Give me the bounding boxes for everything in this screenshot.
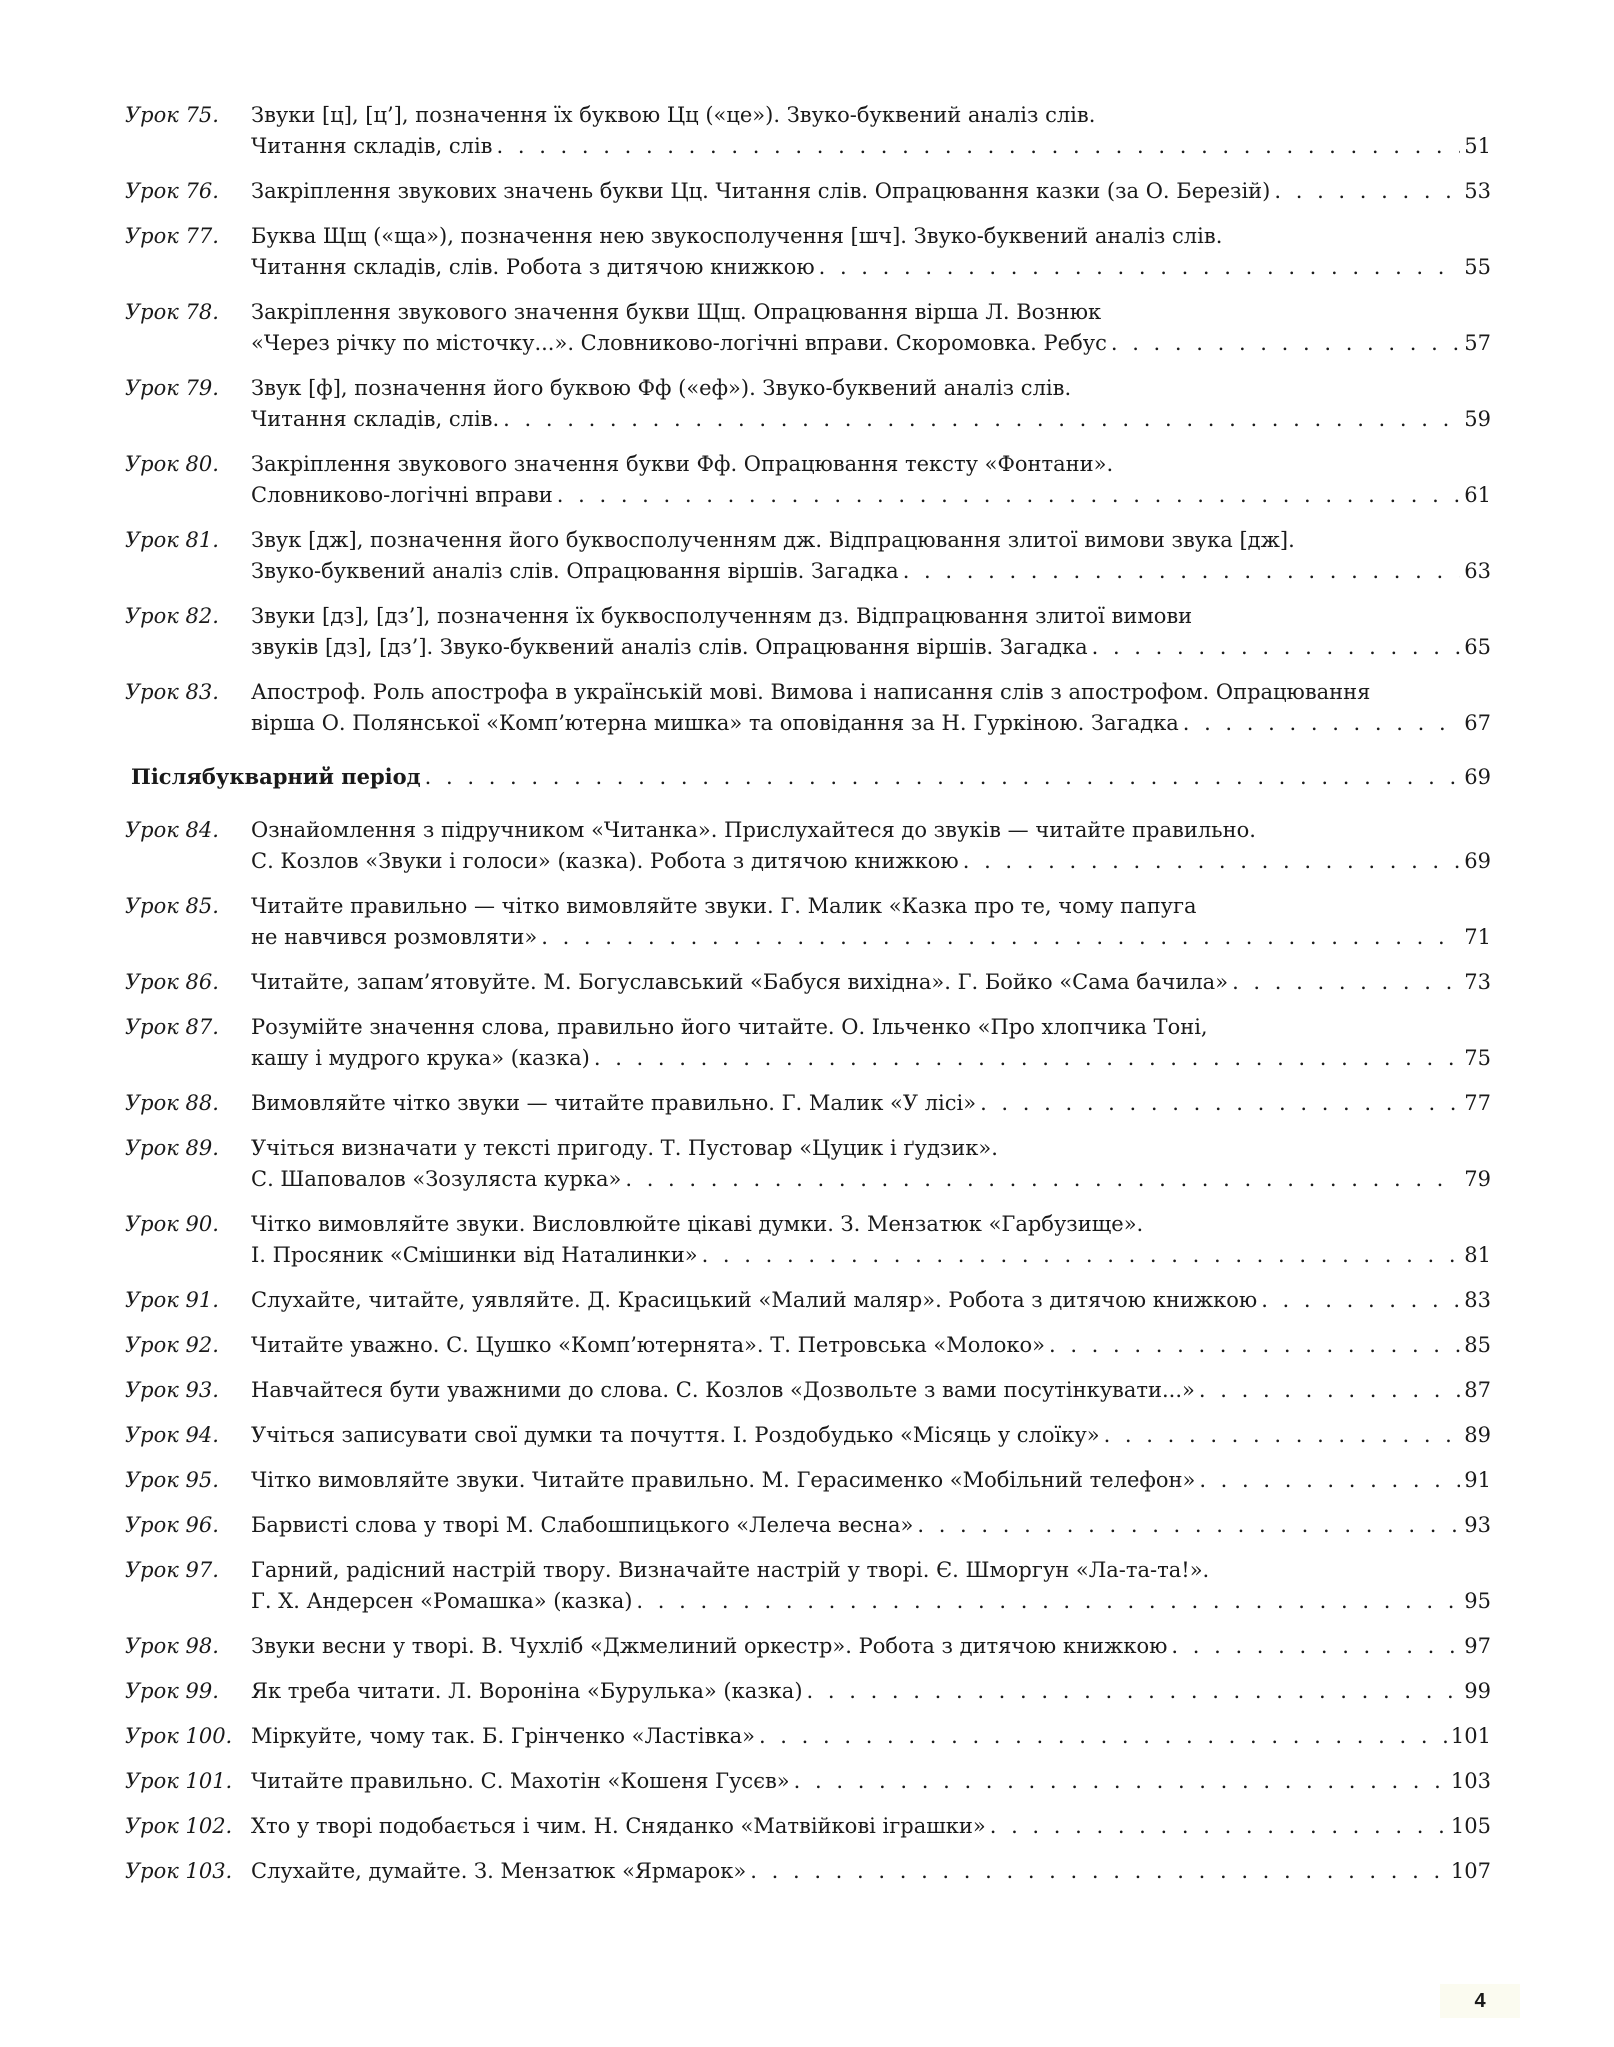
lesson-title-line: Читання складів, слів. Робота з дитячою книжкою (251, 255, 815, 279)
toc-entry[interactable] (125, 1420, 1491, 1451)
toc-entry[interactable] (125, 1555, 1491, 1617)
lesson-page-number: 59 (1464, 407, 1491, 431)
lesson-title-line: Читайте правильно. С. Махотін «Кошеня Гусєв» (251, 1769, 790, 1793)
toc-entry[interactable] (125, 100, 1491, 162)
toc-entry[interactable] (125, 677, 1491, 739)
lesson-title-line: Закріплення звукових значень букви Цц. Читання слів. Опрацювання казки (за О. Березій) (251, 179, 1271, 203)
lesson-page-number: 95 (1464, 1589, 1491, 1613)
lesson-title-line: Звуки весни у творі. В. Чухліб «Джмелиний оркестр». Робота з дитячою книжкою (251, 1634, 1168, 1658)
dot-leader (625, 1164, 1460, 1195)
lesson-label: Урок 82. (125, 604, 219, 628)
toc-entry[interactable] (125, 1375, 1491, 1406)
dot-leader (1104, 1420, 1461, 1451)
toc-entry[interactable] (125, 525, 1491, 587)
dot-leader (819, 252, 1461, 283)
dot-leader (794, 1766, 1447, 1797)
dot-leader (807, 1676, 1461, 1707)
dot-leader (1199, 1375, 1460, 1406)
lesson-title-line: вірша О. Полянської «Комп’ютерна мишка» та оповідання за Н. Гуркіною. Загадка (251, 711, 1179, 735)
toc-section-heading[interactable] (131, 761, 1491, 793)
lesson-title-line: Закріплення звукового значення букви Щщ. Опрацювання вірша Л. Вознюк (251, 300, 1102, 324)
toc-entry[interactable] (125, 1856, 1491, 1887)
lesson-title-line: Хто у творі подобається і чим. Н. Сняданко «Матвійкові іграшки» (251, 1814, 986, 1838)
lesson-title-line: Як треба читати. Л. Вороніна «Бурулька» (казка) (251, 1679, 803, 1703)
lesson-title-line: Звук [ф], позначення його буквою Фф («еф»). Звуко-буквений аналіз слів. (251, 376, 1072, 400)
lesson-title-line: Звук [дж], позначення його буквосполученням дж. Відпрацювання злитої вимови звука [дж]. (251, 528, 1295, 552)
lesson-label: Урок 80. (125, 452, 219, 476)
toc-group-alphabet-period (125, 100, 1491, 739)
lesson-title-line: Чітко вимовляйте звуки. Читайте правильно. М. Герасименко «Мобільний телефон» (251, 1468, 1196, 1492)
dot-leader (759, 1721, 1447, 1752)
dot-leader (702, 1240, 1461, 1271)
lesson-title-line: Закріплення звукового значення букви Фф. Опрацювання тексту «Фонтани». (251, 452, 1114, 476)
lesson-label: Урок 94. (125, 1423, 219, 1447)
lesson-page-number: 83 (1464, 1288, 1491, 1312)
dot-leader (1111, 328, 1460, 359)
lesson-title-line: Гарний, радісний настрій твору. Визначайте настрій у творі. Є. Шморгун «Ла-та-та!». (251, 1558, 1210, 1582)
lesson-page-number: 91 (1464, 1468, 1491, 1492)
lesson-label: Урок 97. (125, 1558, 219, 1582)
lesson-label: Урок 93. (125, 1378, 219, 1402)
lesson-label: Урок 89. (125, 1136, 219, 1160)
lesson-title-line: Звуки [дз], [дз’], позначення їх буквосполученням дз. Відпрацювання злитої вимови (251, 604, 1193, 628)
toc-entry[interactable] (125, 221, 1491, 283)
lesson-title-line: Міркуйте, чому так. Б. Грінченко «Ластівка» (251, 1724, 755, 1748)
lesson-page-number: 81 (1464, 1243, 1491, 1267)
lesson-page-number: 103 (1450, 1769, 1491, 1793)
lesson-page-number: 71 (1464, 925, 1491, 949)
lesson-page-number: 97 (1464, 1634, 1491, 1658)
lesson-title-line: Слухайте, думайте. З. Мензатюк «Ярмарок» (251, 1859, 747, 1883)
dot-leader (1183, 708, 1461, 739)
toc-entry[interactable] (125, 373, 1491, 435)
lesson-page-number: 53 (1464, 179, 1491, 203)
lesson-label: Урок 88. (125, 1091, 219, 1115)
lesson-label: Урок 92. (125, 1333, 219, 1357)
toc-entry[interactable] (125, 449, 1491, 511)
page-number: 4 (1440, 1984, 1520, 2018)
toc-entry[interactable] (125, 967, 1491, 998)
lesson-label: Урок 101. (125, 1769, 233, 1793)
dot-leader (750, 1856, 1447, 1887)
lesson-page-number: 55 (1464, 255, 1491, 279)
toc-entry[interactable] (125, 1330, 1491, 1361)
dot-leader (963, 846, 1461, 877)
lesson-title-line: кашу і мудрого крука» (казка) (251, 1046, 590, 1070)
dot-leader (1171, 1631, 1460, 1662)
section-page-number: 69 (1464, 765, 1491, 789)
dot-leader (1261, 1285, 1460, 1316)
lesson-title-line: Барвисті слова у творі М. Слабошпицького «Лелеча весна» (251, 1513, 914, 1537)
lesson-title-line: Учіться записувати свої думки та почуття. І. Роздобудько «Місяць у слоїку» (251, 1423, 1100, 1447)
dot-leader (1199, 1465, 1460, 1496)
lesson-title-line: С. Козлов «Звуки і голоси» (казка). Робота з дитячою книжкою (251, 849, 959, 873)
lesson-label: Урок 86. (125, 970, 219, 994)
lesson-label: Урок 91. (125, 1288, 219, 1312)
lesson-title-line: Читайте, запам’ятовуйте. М. Богуславський «Бабуся вихідна». Г. Бойко «Сама бачила» (251, 970, 1229, 994)
lesson-label: Урок 76. (125, 179, 219, 203)
lesson-page-number: 101 (1450, 1724, 1491, 1748)
lesson-label: Урок 90. (125, 1212, 219, 1236)
dot-leader (425, 762, 1461, 793)
lesson-page-number: 65 (1464, 635, 1491, 659)
toc-entry[interactable] (125, 1012, 1491, 1074)
lesson-page-number: 69 (1464, 849, 1491, 873)
lesson-label: Урок 95. (125, 1468, 219, 1492)
lesson-title-line: Читання складів, слів (251, 134, 493, 158)
lesson-title-line: звуків [дз], [дз’]. Звуко-буквений аналіз слів. Опрацювання віршів. Загадка (251, 635, 1088, 659)
toc-entry[interactable] (125, 1766, 1491, 1797)
lesson-label: Урок 79. (125, 376, 219, 400)
lesson-page-number: 99 (1464, 1679, 1491, 1703)
lesson-title-line: Г. Х. Андерсен «Ромашка» (казка) (251, 1589, 633, 1613)
section-title: Післябукварний період (131, 764, 421, 789)
lesson-title-line: Апостроф. Роль апострофа в українській мові. Вимова і написання слів з апострофом. Опрацювання (251, 680, 1371, 704)
toc-entry[interactable] (125, 1465, 1491, 1496)
toc-entry[interactable] (125, 1209, 1491, 1271)
lesson-page-number: 67 (1464, 711, 1491, 735)
toc-entry[interactable] (125, 1510, 1491, 1541)
lesson-page-number: 79 (1464, 1167, 1491, 1191)
dot-leader (557, 480, 1460, 511)
lesson-title-line: Звуки [ц], [ц’], позначення їх буквою Цц («це»). Звуко-буквений аналіз слів. (251, 103, 1096, 127)
lesson-label: Урок 81. (125, 528, 219, 552)
dot-leader (636, 1586, 1460, 1617)
lesson-page-number: 77 (1464, 1091, 1491, 1115)
toc-entry[interactable] (125, 1133, 1491, 1195)
lesson-page-number: 73 (1464, 970, 1491, 994)
lesson-label: Урок 84. (125, 818, 219, 842)
toc-entry[interactable] (125, 1631, 1491, 1662)
lesson-title-line: Читайте правильно — чітко вимовляйте звуки. Г. Малик «Казка про те, чому папуга (251, 894, 1197, 918)
lesson-page-number: 51 (1464, 134, 1491, 158)
lesson-page-number: 61 (1464, 483, 1491, 507)
lesson-label: Урок 103. (125, 1859, 233, 1883)
lesson-label: Урок 75. (125, 103, 219, 127)
lesson-page-number: 87 (1464, 1378, 1491, 1402)
toc-entry[interactable] (125, 601, 1491, 663)
dot-leader (1274, 176, 1460, 207)
table-of-contents (125, 100, 1491, 1887)
dot-leader (541, 922, 1460, 953)
lesson-page-number: 85 (1464, 1333, 1491, 1357)
dot-leader (990, 1811, 1447, 1842)
lesson-page-number: 63 (1464, 559, 1491, 583)
lesson-title-line: не навчився розмовляти» (251, 925, 538, 949)
lesson-title-line: Звуко-буквений аналіз слів. Опрацювання віршів. Загадка (251, 559, 899, 583)
lesson-page-number: 93 (1464, 1513, 1491, 1537)
lesson-label: Урок 83. (125, 680, 219, 704)
dot-leader (594, 1043, 1460, 1074)
lesson-title-line: Навчайтеся бути уважними до слова. С. Козлов «Дозвольте з вами посутінкувати...» (251, 1378, 1195, 1402)
toc-group-post-alphabet-period (125, 815, 1491, 1887)
lesson-page-number: 107 (1450, 1859, 1491, 1883)
dot-leader (980, 1088, 1460, 1119)
dot-leader (503, 404, 1460, 435)
lesson-page-number: 75 (1464, 1046, 1491, 1070)
lesson-label: Урок 100. (125, 1724, 233, 1748)
lesson-label: Урок 102. (125, 1814, 233, 1838)
lesson-title-line: Розумійте значення слова, правильно його читайте. О. Ільченко «Про хлопчика Тоні, (251, 1015, 1208, 1039)
toc-entry[interactable] (125, 1721, 1491, 1752)
dot-leader (917, 1510, 1460, 1541)
lesson-page-number: 105 (1450, 1814, 1491, 1838)
lesson-title-line: С. Шаповалов «Зозуляста курка» (251, 1167, 622, 1191)
lesson-label: Урок 96. (125, 1513, 219, 1537)
lesson-title-line: Читання складів, слів. (251, 407, 500, 431)
lesson-title-line: Вимовляйте чітко звуки — читайте правильно. Г. Малик «У лісі» (251, 1091, 977, 1115)
toc-entry[interactable] (125, 297, 1491, 359)
lesson-title-line: Ознайомлення з підручником «Читанка». Прислухайтеся до звуків — читайте правильно. (251, 818, 1256, 842)
toc-entry[interactable] (125, 891, 1491, 953)
toc-entry[interactable] (125, 1088, 1491, 1119)
lesson-page-number: 89 (1464, 1423, 1491, 1447)
lesson-title-line: Слухайте, читайте, уявляйте. Д. Красицький «Малий маляр». Робота з дитячою книжкою (251, 1288, 1258, 1312)
dot-leader (903, 556, 1461, 587)
toc-entry[interactable] (125, 1676, 1491, 1707)
toc-entry[interactable] (125, 176, 1491, 207)
lesson-page-number: 57 (1464, 331, 1491, 355)
dot-leader (1092, 632, 1461, 663)
lesson-title-line: «Через річку по місточку...». Словниково-логічні вправи. Скоромовка. Ребус (251, 331, 1107, 355)
lesson-label: Урок 87. (125, 1015, 219, 1039)
dot-leader (1049, 1330, 1460, 1361)
lesson-label: Урок 78. (125, 300, 219, 324)
lesson-title-line: Чітко вимовляйте звуки. Висловлюйте цікаві думки. З. Мензатюк «Гарбузище». (251, 1212, 1144, 1236)
toc-entry[interactable] (125, 1811, 1491, 1842)
lesson-label: Урок 99. (125, 1679, 219, 1703)
dot-leader (1232, 967, 1460, 998)
lesson-title-line: І. Просяник «Смішинки від Наталинки» (251, 1243, 698, 1267)
lesson-title-line: Словниково-логічні вправи (251, 483, 553, 507)
lesson-label: Урок 85. (125, 894, 219, 918)
toc-entry[interactable] (125, 1285, 1491, 1316)
lesson-label: Урок 98. (125, 1634, 219, 1658)
toc-entry[interactable] (125, 815, 1491, 877)
lesson-label: Урок 77. (125, 224, 219, 248)
dot-leader (497, 131, 1461, 162)
lesson-title-line: Читайте уважно. С. Цушко «Комп’ютернята». Т. Петровська «Молоко» (251, 1333, 1045, 1357)
lesson-title-line: Буква Щщ («ща»), позначення нею звукосполучення [шч]. Звуко-буквений аналіз слів. (251, 224, 1223, 248)
lesson-title-line: Учіться визначати у тексті пригоду. Т. Пустовар «Цуцик і ґудзик». (251, 1136, 998, 1160)
